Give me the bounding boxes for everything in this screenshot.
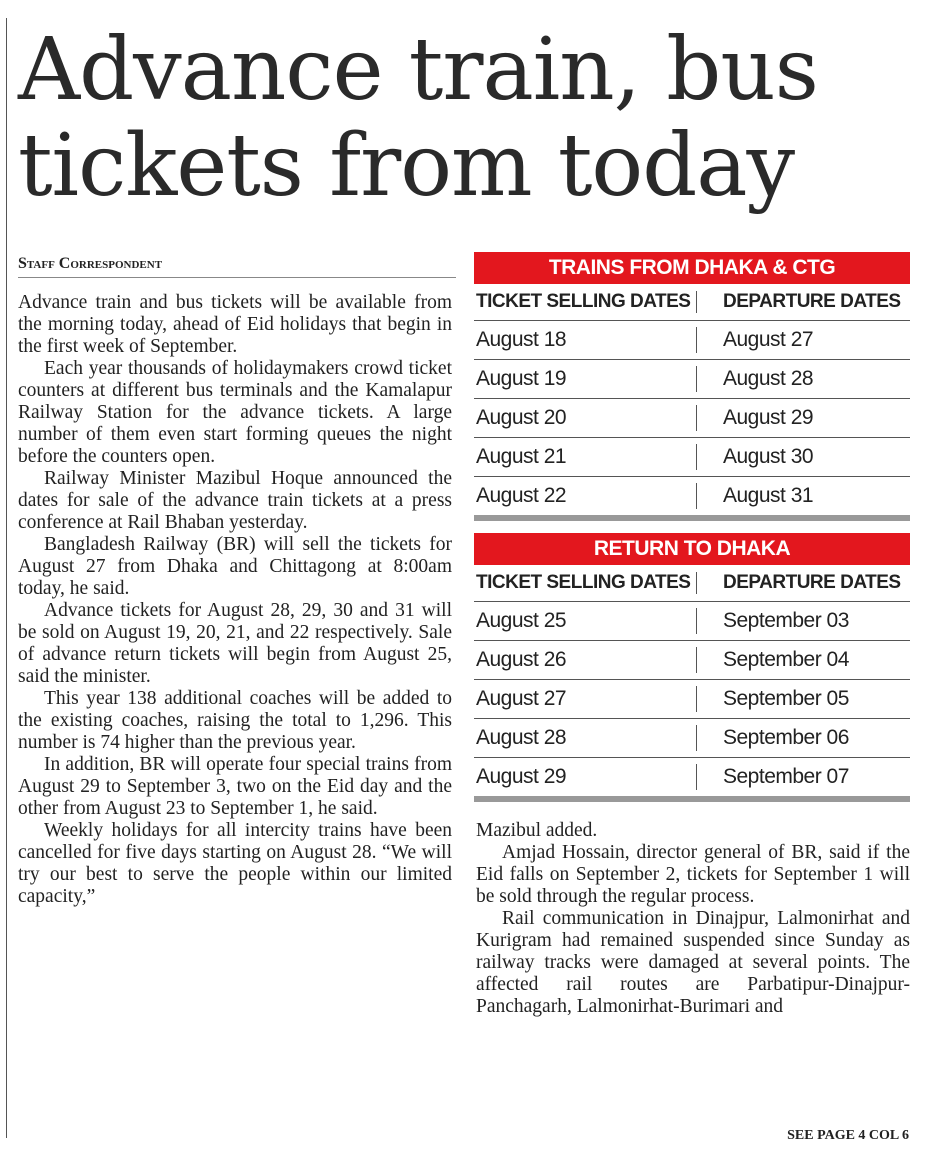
selling-date: August 29 [474, 764, 697, 790]
departure-date: August 27 [723, 328, 814, 351]
departure-date: August 28 [723, 367, 814, 390]
paragraph: Rail communication in Dinajpur, Lalmonirhat and Kurigram had remained suspended since Sunday as railway tracks were damaged at several points. The affected rail routes are Parbatipur-Dinajpur-Panchagarh, Lalmonirhat-Burimari and [476, 908, 910, 1017]
table-header-row [474, 284, 910, 321]
table-footer-bar [474, 515, 910, 521]
paragraph: Bangladesh Railway (BR) will sell the tickets for August 27 from Dhaka and Chittagong at 8:00am today, he said. [18, 534, 452, 599]
paragraph: Mazibul added. [476, 820, 598, 841]
selling-date: August 20 [474, 405, 697, 431]
departure-date: September 06 [723, 726, 849, 749]
selling-date: August 25 [474, 608, 697, 634]
table-row [474, 758, 910, 796]
table-header-row [474, 565, 910, 602]
continuation-link[interactable]: SEE PAGE 4 COL 6 [787, 1128, 909, 1143]
paragraph: This year 138 additional coaches will be added to the existing coaches, raising the total to 1,296. This number is 74 higher than the previous year. [18, 688, 452, 753]
selling-date: August 26 [474, 647, 697, 673]
table-row [474, 399, 910, 438]
table-row [474, 680, 910, 719]
departure-date: August 30 [723, 445, 814, 468]
col-header-departure: DEPARTURE DATES [723, 291, 901, 312]
departure-date: September 07 [723, 765, 849, 788]
selling-date: August 19 [474, 366, 697, 392]
table-row [474, 719, 910, 758]
column-rule [6, 18, 7, 1138]
departure-date: August 31 [723, 484, 814, 507]
paragraph: Amjad Hossain, director general of BR, said if the Eid falls on September 2, tickets for September 1 will be sold through the regular process. [476, 842, 910, 907]
table-row [474, 321, 910, 360]
table-row [474, 641, 910, 680]
col-header-selling: TICKET SELLING DATES [474, 572, 697, 594]
departure-date: September 03 [723, 609, 849, 632]
paragraph: Advance tickets for August 28, 29, 30 and 31 will be sold on August 19, 20, 21, and 22 respectively. Sale of advance return tickets will begin from August 25, said the minister. [18, 600, 452, 687]
paragraph: In addition, BR will operate four special trains from August 29 to September 3, two on the Eid day and the other from August 23 to September 1, he said. [18, 754, 452, 819]
table-row [474, 438, 910, 477]
table-trains-from-dhaka [474, 252, 910, 521]
table-title: RETURN TO DHAKA [474, 533, 910, 565]
table-row [474, 360, 910, 399]
table-title: TRAINS FROM DHAKA & CTG [474, 252, 910, 284]
paragraph: Advance train and bus tickets will be available from the morning today, ahead of Eid holidays that begin in the first week of September. [18, 292, 452, 357]
table-return-to-dhaka [474, 533, 910, 802]
headline: Advance train, bus tickets from today [18, 20, 818, 216]
article-column-right [476, 820, 910, 1018]
departure-date: September 05 [723, 687, 849, 710]
selling-date: August 21 [474, 444, 697, 470]
table-row [474, 477, 910, 515]
col-header-selling: TICKET SELLING DATES [474, 291, 697, 313]
paragraph: Each year thousands of holidaymakers crowd ticket counters at different bus terminals and the Kamalapur Railway Station for the advance tickets. A large number of them even start forming queues the night before the counters open. [18, 358, 452, 467]
departure-date: September 04 [723, 648, 849, 671]
selling-date: August 28 [474, 725, 697, 751]
table-row [474, 602, 910, 641]
col-header-departure: DEPARTURE DATES [723, 572, 901, 593]
byline: Staff Correspondent [18, 255, 456, 278]
paragraph: Weekly holidays for all intercity trains have been cancelled for five days starting on August 28. “We will try our best to serve the people within our limited capacity,” [18, 820, 452, 907]
selling-date: August 27 [474, 686, 697, 712]
table-footer-bar [474, 796, 910, 802]
selling-date: August 18 [474, 327, 697, 353]
article-column-left [18, 292, 452, 908]
paragraph: Railway Minister Mazibul Hoque announced the dates for sale of the advance train tickets at a press conference at Rail Bhaban yesterday. [18, 468, 452, 533]
departure-date: August 29 [723, 406, 814, 429]
selling-date: August 22 [474, 483, 697, 509]
